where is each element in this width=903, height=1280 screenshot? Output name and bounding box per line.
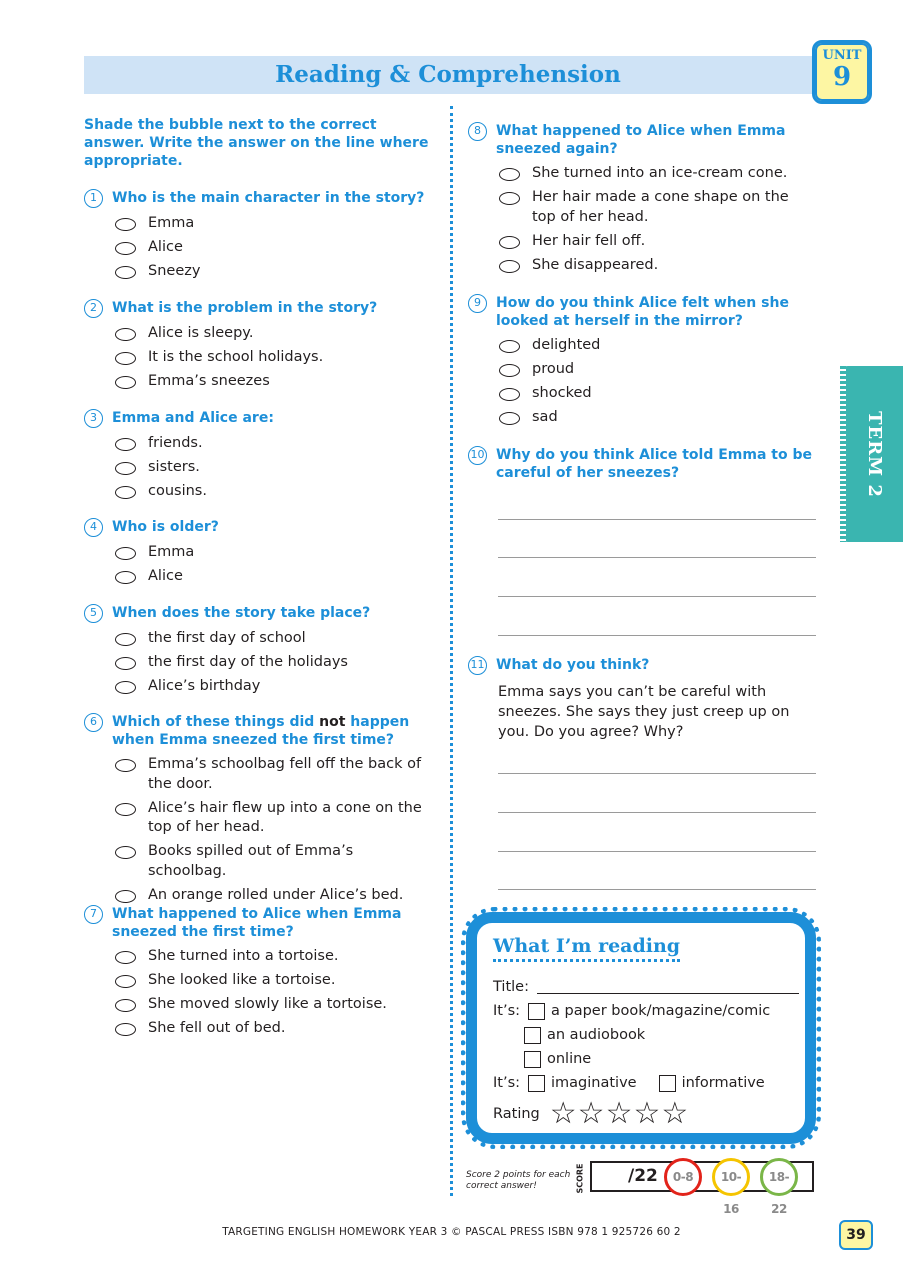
question-text: Who is the main character in the story? bbox=[112, 190, 425, 206]
question-text: Emma and Alice are: bbox=[112, 410, 274, 426]
option-text: An orange rolled under Alice’s bed. bbox=[148, 886, 404, 903]
star-icon[interactable]: ☆ bbox=[577, 1096, 605, 1131]
answer-bubble[interactable] bbox=[499, 192, 520, 205]
question-7 bbox=[84, 905, 429, 1043]
question-2 bbox=[84, 299, 429, 396]
question-number: 1 bbox=[84, 189, 103, 208]
checkbox-label: online bbox=[547, 1051, 592, 1067]
answer-bubble[interactable] bbox=[115, 846, 136, 859]
options bbox=[499, 164, 816, 275]
star-icon[interactable]: ☆ bbox=[661, 1096, 689, 1131]
its-label: It’s: bbox=[493, 1075, 521, 1091]
option bbox=[115, 947, 429, 967]
answer-line[interactable] bbox=[498, 519, 816, 520]
question-number: 8 bbox=[468, 122, 487, 141]
option bbox=[115, 677, 429, 697]
question-header bbox=[468, 122, 816, 158]
option-text: the first day of school bbox=[148, 630, 306, 646]
options bbox=[499, 336, 816, 428]
option-text: the first day of the holidays bbox=[148, 654, 348, 670]
question-header bbox=[84, 905, 429, 941]
question-8 bbox=[468, 122, 816, 280]
its-label: It’s: bbox=[493, 1003, 521, 1019]
rating-row bbox=[493, 1096, 689, 1131]
option-text: proud bbox=[532, 361, 575, 377]
answer-bubble[interactable] bbox=[115, 352, 136, 365]
question-11-body: Emma says you can’t be careful with sneezes. She says they just creep up on you. Do you agree? Why? bbox=[498, 684, 790, 740]
term-tab bbox=[840, 366, 903, 542]
page-number: 39 bbox=[839, 1220, 873, 1250]
question-number: 6 bbox=[84, 713, 103, 732]
question-number: 11 bbox=[468, 656, 487, 675]
question-3 bbox=[84, 409, 429, 506]
option bbox=[499, 336, 816, 356]
answer-bubble[interactable] bbox=[499, 168, 520, 181]
option-text: It is the school holidays. bbox=[148, 349, 324, 365]
answer-bubble[interactable] bbox=[499, 260, 520, 273]
star-icon[interactable]: ☆ bbox=[605, 1096, 633, 1131]
question-text-part: happen when Emma sneezed the first time? bbox=[112, 714, 410, 748]
question-header bbox=[468, 446, 816, 482]
option-text: cousins. bbox=[148, 483, 207, 499]
score-label: SCORE bbox=[575, 1162, 585, 1194]
question-text: When does the story take place? bbox=[112, 605, 371, 621]
answer-bubble[interactable] bbox=[499, 364, 520, 377]
answer-bubble[interactable] bbox=[115, 547, 136, 560]
question-number: 7 bbox=[84, 905, 103, 924]
option-text: She disappeared. bbox=[532, 256, 659, 273]
score-band-low: 0-8 bbox=[664, 1158, 702, 1196]
score-band-mid: 10-16 bbox=[712, 1158, 750, 1196]
term-text-wrap bbox=[850, 366, 898, 542]
question-emphasis: not bbox=[319, 714, 346, 730]
option bbox=[115, 653, 429, 673]
question-header bbox=[84, 189, 429, 208]
option-text: She looked like a tortoise. bbox=[148, 972, 336, 988]
option-text: Emma’s sneezes bbox=[148, 373, 270, 389]
options bbox=[115, 434, 429, 502]
option bbox=[115, 434, 429, 454]
answer-bubble[interactable] bbox=[115, 1023, 136, 1036]
answer-line[interactable] bbox=[498, 851, 816, 852]
question-number: 5 bbox=[84, 604, 103, 623]
option-text: Emma’s schoolbag fell off the back of the door. bbox=[148, 756, 422, 792]
answer-bubble[interactable] bbox=[499, 236, 520, 249]
question-text: What do you think? bbox=[496, 657, 650, 673]
question-5 bbox=[84, 604, 429, 701]
option-text: Books spilled out of Emma’s schoolbag. bbox=[148, 843, 354, 879]
format-row-2 bbox=[524, 1025, 645, 1045]
option-text: delighted bbox=[532, 337, 601, 353]
option bbox=[115, 629, 429, 649]
question-header bbox=[84, 409, 429, 428]
option bbox=[115, 543, 429, 563]
answer-line[interactable] bbox=[498, 812, 816, 813]
answer-line[interactable] bbox=[498, 557, 816, 558]
question-header bbox=[468, 656, 816, 675]
score-band-high: 18-22 bbox=[760, 1158, 798, 1196]
question-number: 3 bbox=[84, 409, 103, 428]
title-input-line[interactable] bbox=[537, 980, 799, 994]
option bbox=[115, 567, 429, 587]
answer-bubble[interactable] bbox=[115, 803, 136, 816]
answer-bubble[interactable] bbox=[115, 975, 136, 988]
answer-bubble[interactable] bbox=[115, 759, 136, 772]
answer-bubble[interactable] bbox=[115, 657, 136, 670]
answer-line[interactable] bbox=[498, 635, 816, 636]
option bbox=[499, 360, 816, 380]
checkbox-online[interactable] bbox=[524, 1051, 541, 1068]
option-text: Her hair made a cone shape on the top of her head. bbox=[532, 189, 789, 225]
instructions: Shade the bubble next to the correct answer. Write the answer on the line where appropriate. bbox=[84, 117, 429, 169]
option bbox=[115, 799, 429, 838]
options bbox=[115, 947, 429, 1039]
option bbox=[115, 842, 429, 881]
answer-line[interactable] bbox=[498, 773, 816, 774]
answer-bubble[interactable] bbox=[115, 633, 136, 646]
answer-bubble[interactable] bbox=[499, 388, 520, 401]
option-text: sad bbox=[532, 409, 558, 425]
question-header bbox=[84, 604, 429, 623]
option-text: She fell out of bed. bbox=[148, 1020, 286, 1036]
term-label: TERM 2 bbox=[863, 410, 885, 498]
checkbox-label: an audiobook bbox=[547, 1027, 646, 1043]
option bbox=[499, 408, 816, 428]
question-9 bbox=[468, 294, 816, 432]
star-icon[interactable]: ☆ bbox=[633, 1096, 661, 1131]
question-11 bbox=[468, 656, 816, 675]
question-10 bbox=[468, 446, 816, 482]
answer-bubble[interactable] bbox=[115, 890, 136, 903]
question-1 bbox=[84, 189, 429, 286]
options bbox=[115, 755, 429, 905]
answer-bubble[interactable] bbox=[115, 951, 136, 964]
rating-stars bbox=[549, 1096, 690, 1131]
question-text: How do you think Alice felt when she looked at herself in the mirror? bbox=[496, 295, 789, 329]
option bbox=[499, 164, 816, 184]
footer-text: TARGETING ENGLISH HOMEWORK YEAR 3 © PASCAL PRESS ISBN 978 1 925726 60 2 bbox=[222, 1226, 681, 1238]
option-text: She moved slowly like a tortoise. bbox=[148, 996, 387, 1012]
question-header bbox=[468, 294, 816, 330]
option bbox=[115, 755, 429, 794]
title-row bbox=[493, 977, 799, 997]
checkbox-audiobook[interactable] bbox=[524, 1027, 541, 1044]
option bbox=[499, 256, 816, 276]
type-row bbox=[493, 1073, 765, 1093]
option bbox=[115, 971, 429, 991]
question-number: 9 bbox=[468, 294, 487, 313]
unit-number: 9 bbox=[832, 62, 852, 92]
score-label-wrap bbox=[573, 1161, 587, 1195]
answer-bubble[interactable] bbox=[499, 412, 520, 425]
checkbox-label: a paper book/magazine/comic bbox=[551, 1003, 771, 1019]
answer-bubble[interactable] bbox=[115, 218, 136, 231]
star-icon[interactable]: ☆ bbox=[549, 1096, 577, 1131]
question-number: 2 bbox=[84, 299, 103, 318]
checkbox-paper-book[interactable] bbox=[528, 1003, 545, 1020]
question-4 bbox=[84, 518, 429, 591]
options bbox=[115, 214, 429, 282]
answer-bubble[interactable] bbox=[115, 462, 136, 475]
option bbox=[115, 372, 429, 392]
checkbox-label: informative bbox=[681, 1075, 765, 1091]
question-number: 4 bbox=[84, 518, 103, 537]
question-text-part: Which of these things did bbox=[112, 714, 320, 730]
rating-label: Rating bbox=[493, 1106, 540, 1122]
option-text: Alice’s birthday bbox=[148, 678, 261, 694]
option-text: Alice bbox=[148, 568, 183, 584]
question-header bbox=[84, 518, 429, 537]
option bbox=[499, 232, 816, 252]
option-text: She turned into a tortoise. bbox=[148, 948, 339, 964]
checkbox-informative[interactable] bbox=[659, 1075, 676, 1092]
option-text: She turned into an ice-cream cone. bbox=[532, 165, 788, 181]
format-row-1 bbox=[493, 1001, 770, 1021]
option bbox=[115, 482, 429, 502]
reading-log-box bbox=[466, 912, 816, 1144]
format-row-3 bbox=[524, 1049, 591, 1069]
question-header bbox=[84, 713, 429, 749]
option-text: shocked bbox=[532, 385, 592, 401]
answer-line[interactable] bbox=[498, 596, 816, 597]
option-text: Alice is sleepy. bbox=[148, 325, 254, 341]
option-text: sisters. bbox=[148, 459, 200, 475]
option-text: Emma bbox=[148, 544, 195, 560]
option bbox=[115, 238, 429, 258]
question-text: Who is older? bbox=[112, 519, 219, 535]
score-box bbox=[590, 1161, 814, 1216]
question-text bbox=[112, 713, 429, 749]
question-text: What happened to Alice when Emma sneezed the first time? bbox=[112, 906, 402, 940]
score-note: Score 2 points for each correct answer! bbox=[466, 1170, 571, 1191]
option-text: Emma bbox=[148, 215, 195, 231]
option bbox=[115, 458, 429, 478]
option bbox=[115, 1019, 429, 1039]
score-total: /22 bbox=[628, 1166, 658, 1186]
answer-bubble[interactable] bbox=[115, 681, 136, 694]
option bbox=[115, 995, 429, 1015]
options bbox=[115, 324, 429, 392]
question-6 bbox=[84, 713, 429, 910]
option bbox=[115, 348, 429, 368]
option-text: Alice bbox=[148, 239, 183, 255]
option bbox=[115, 262, 429, 282]
answer-bubble[interactable] bbox=[115, 266, 136, 279]
option-text: Alice’s hair flew up into a cone on the top of her head. bbox=[148, 799, 422, 835]
option bbox=[115, 886, 429, 906]
column-divider bbox=[450, 106, 453, 1196]
answer-bubble[interactable] bbox=[115, 571, 136, 584]
answer-bubble[interactable] bbox=[499, 340, 520, 353]
title-field-label: Title: bbox=[493, 979, 529, 995]
options bbox=[115, 629, 429, 697]
option-text: Her hair fell off. bbox=[532, 232, 646, 249]
option bbox=[115, 324, 429, 344]
answer-bubble[interactable] bbox=[115, 999, 136, 1012]
unit-badge bbox=[812, 40, 872, 104]
answer-bubble[interactable] bbox=[115, 242, 136, 255]
option bbox=[499, 384, 816, 404]
unit-label: UNIT bbox=[822, 48, 862, 63]
options bbox=[115, 543, 429, 587]
answer-bubble[interactable] bbox=[115, 486, 136, 499]
checkbox-label: imaginative bbox=[551, 1075, 637, 1091]
question-number: 10 bbox=[468, 446, 487, 465]
checkbox-imaginative[interactable] bbox=[528, 1075, 545, 1092]
answer-bubble[interactable] bbox=[115, 376, 136, 389]
option bbox=[499, 188, 816, 227]
question-text: What happened to Alice when Emma sneezed again? bbox=[496, 123, 786, 157]
question-text: What is the problem in the story? bbox=[112, 300, 378, 316]
answer-line[interactable] bbox=[498, 889, 816, 890]
reading-log-title: What I’m reading bbox=[493, 935, 680, 962]
answer-bubble[interactable] bbox=[115, 438, 136, 451]
question-header bbox=[84, 299, 429, 318]
question-text: Why do you think Alice told Emma to be careful of her sneezes? bbox=[496, 447, 812, 481]
page-title: Reading & Comprehension bbox=[275, 61, 621, 88]
answer-bubble[interactable] bbox=[115, 328, 136, 341]
option bbox=[115, 214, 429, 234]
option-text: Sneezy bbox=[148, 263, 201, 279]
option-text: friends. bbox=[148, 435, 203, 451]
